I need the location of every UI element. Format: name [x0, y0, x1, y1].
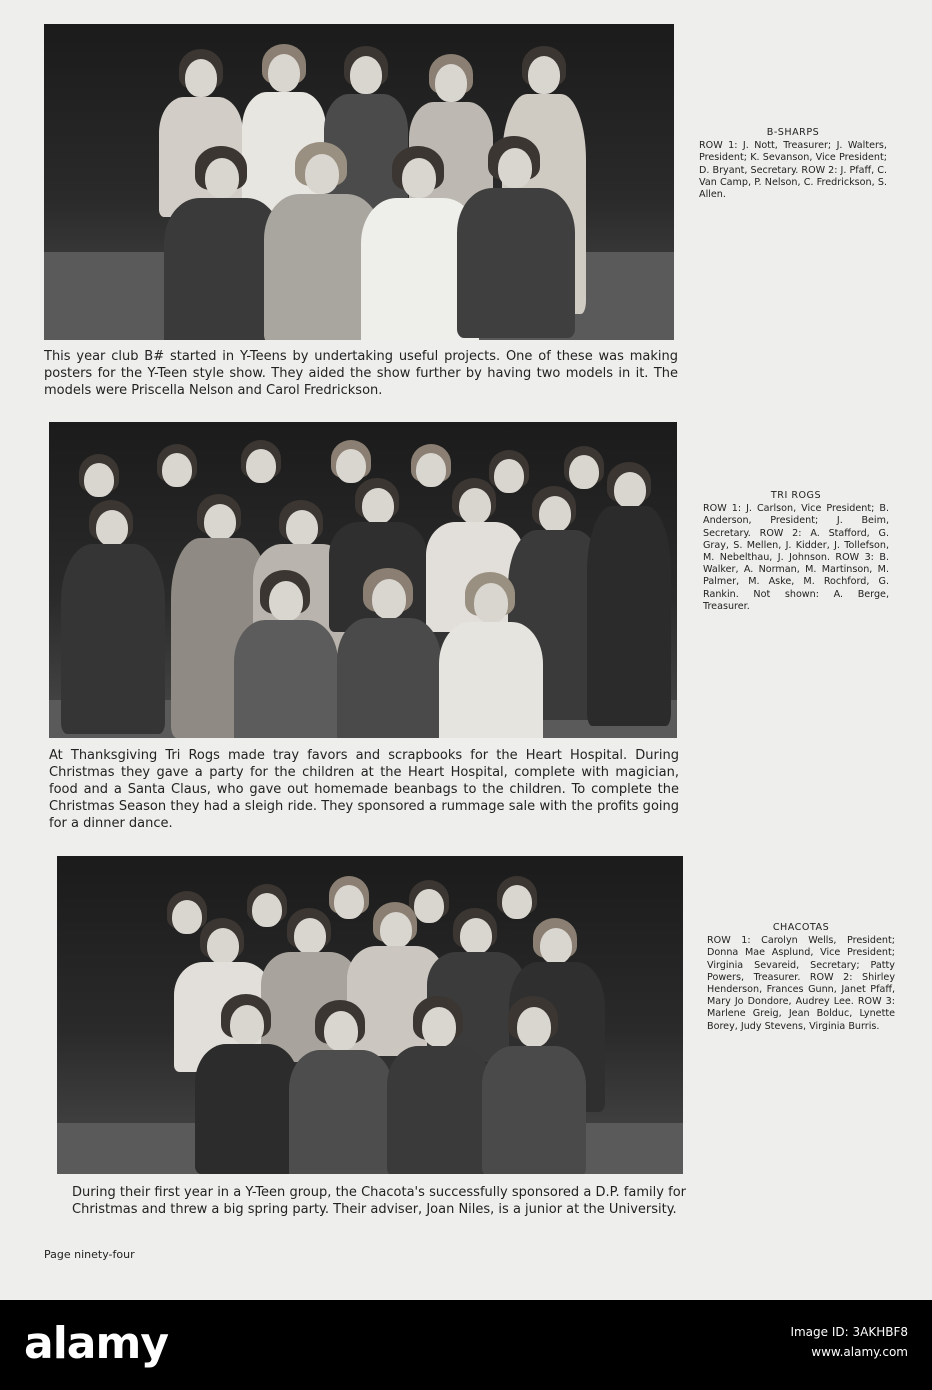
page-number: Page ninety-four [44, 1248, 135, 1261]
roster-chacotas [707, 922, 895, 1033]
group-photo-tri-rogs [49, 422, 677, 738]
club-title-tri-rogs: TRI ROGS [770, 490, 822, 501]
footer-meta [790, 1322, 908, 1362]
alamy-logo: alamy [24, 1318, 168, 1369]
description-chacotas: During their first year in a Y-Teen group, the Chacota's successfully sponsored a D.P. family for Christmas and threw a big spring party. Their adviser, Joan Niles, is a junior at the University. [72, 1185, 686, 1217]
group-photo-b-sharps [44, 24, 674, 340]
roster-text-b-sharps: ROW 1: J. Nott, Treasurer; J. Walters, President; K. Sevanson, Vice President; D. Bryant, Secretary. ROW 2: J. Pfaff, C. Van Camp, P. Nelson, C. Fredrickson, S. Allen. [699, 140, 887, 201]
stock-footer-bar [0, 1300, 932, 1390]
club-title-b-sharps: B-SHARPS [766, 127, 820, 138]
group-photo-chacotas [57, 856, 683, 1174]
club-title-chacotas: CHACOTAS [772, 922, 830, 933]
description-tri-rogs: At Thanksgiving Tri Rogs made tray favors and scrapbooks for the Heart Hospital. During Christmas they gave a party for the children at the Heart Hospital, complete with magician, food and a Santa Claus, who gave out homemade beanbags to the children. To complete the Christmas Season they had a sleigh ride. They sponsored a rummage sale with the profits going for a dinner dance. [49, 748, 679, 831]
site-url: www.alamy.com [811, 1345, 908, 1359]
roster-b-sharps [699, 127, 887, 201]
image-id-label: Image ID: 3AKHBF8 [790, 1325, 908, 1339]
roster-text-tri-rogs: ROW 1: J. Carlson, Vice President; B. Anderson, President; J. Beim, Secretary. ROW 2: A. Stafford, G. Gray, S. Mellen, J. Kidder, J. Tollefson, M. Nebelthau, J. Johnson. ROW 3: B. Walker, A. Norman, M. Martinson, M. Palmer, M. Aske, M. Rochford, G. Rankin. Not shown: A. Berge, Treasurer. [703, 503, 889, 612]
roster-text-chacotas: ROW 1: Carolyn Wells, President; Donna Mae Asplund, Vice President; Virginia Sevareid, Secretary; Patty Powers, Treasurer. ROW 2: Shirley Henderson, Frances Gunn, Janet Pfaff, Mary Jo Dondore, Audrey Lee. ROW 3: Marlene Greig, Jean Bolduc, Lynette Borey, Judy Stevens, Virginia Burris. [707, 935, 895, 1032]
description-b-sharps: This year club B# started in Y-Teens by undertaking useful projects. One of these was making posters for the Y-Teen style show. They aided the show further by having two models in it. The models were Priscella Nelson and Carol Fredrickson. [44, 349, 678, 398]
roster-tri-rogs [703, 490, 889, 613]
